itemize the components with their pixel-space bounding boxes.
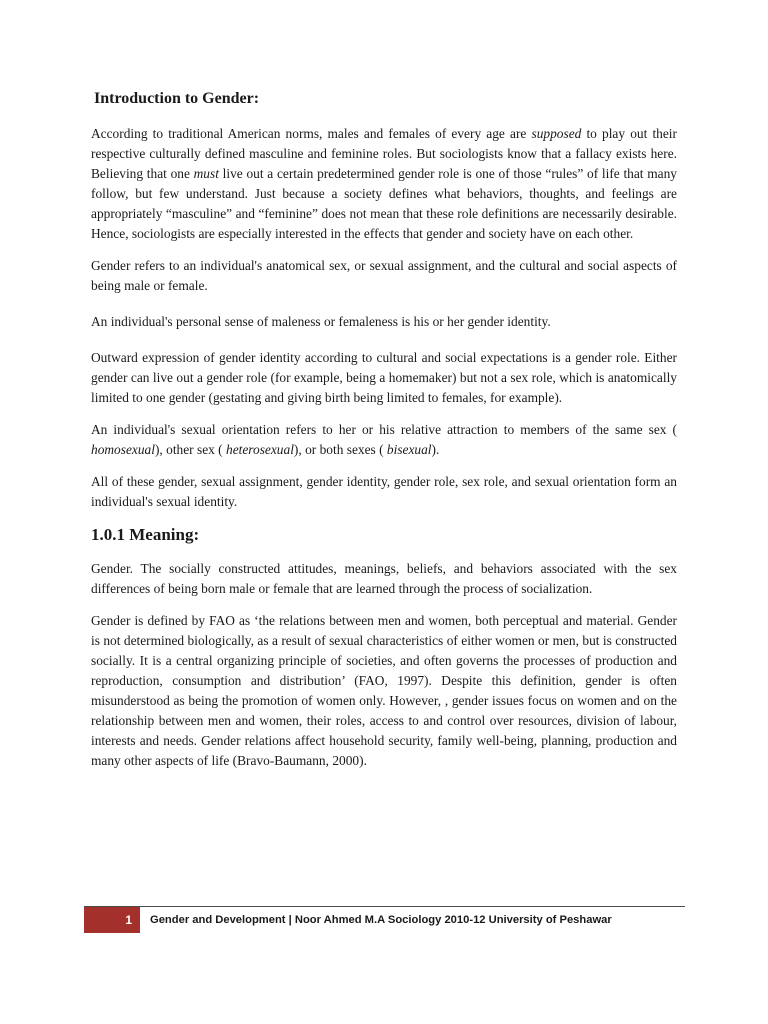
- paragraph-sexual-identity: All of these gender, sexual assignment, gender identity, gender role, sex role, and sexual orientation form an individual's sexual identity.: [91, 474, 677, 509]
- paragraph-gender-role: Outward expression of gender identity according to cultural and social expectations is a gender role. Either gender can live out a gender role (for example, being a homemaker) but not a sex role, which is anatomically limited to one gender (gestating and giving birth being limited to females, for example).: [91, 350, 677, 405]
- paragraph-sexual-orientation: An individual's sexual orientation refers to her or his relative attraction to members of the same sex ( homosexual), other sex ( heterosexual), or both sexes ( bisexual).: [91, 422, 677, 457]
- paragraph-intro: According to traditional American norms, males and females of every age are supposed to play out their respective culturally defined masculine and feminine roles. But sociologists know that a fallacy exists here. Believing that one must live out a certain predetermined gender role is one of those “rules” of life that many follow, but few understand. Just because a society defines what behaviors, thoughts, and feelings are appropriately “masculine” and “feminine” does not mean that these role definitions are necessarily desirable. Hence, sociologists are especially interested in the effects that gender and society have on each other.: [91, 126, 677, 241]
- paragraph-gender-definition: Gender refers to an individual's anatomical sex, or sexual assignment, and the cultural and social aspects of being male or female.: [91, 258, 677, 293]
- footer-text: Gender and Development | Noor Ahmed M.A Sociology 2010-12 University of Peshawar: [150, 914, 612, 926]
- paragraph-fao-definition: Gender is defined by FAO as ‘the relations between men and women, both perceptual and material. Gender is not determined biologically, as a result of sexual characteristics of either women or men, but is constructed socially. It is a central organizing principle of societies, and often governs the processes of production and reproduction, consumption and distribution’ (FAO, 1997). Despite this definition, gender is often misunderstood as being the promotion of women only. However, , gender issues focus on women and on the relationship between men and women, their roles, access to and control over resources, division of labour, interests and needs. Gender relations affect household security, family well-being, planning, production and many other aspects of life (Bravo-Baumann, 2000).: [91, 613, 677, 768]
- page-footer: [84, 906, 685, 933]
- page-content: [91, 88, 677, 783]
- subsection-heading: 1.0.1 Meaning:: [91, 525, 200, 544]
- section-heading: Introduction to Gender:: [94, 90, 260, 107]
- page-number: 1: [84, 907, 140, 933]
- paragraph-gender-identity: An individual's personal sense of maleness or femaleness is his or her gender identity.: [91, 314, 551, 329]
- paragraph-meaning: Gender. The socially constructed attitudes, meanings, beliefs, and behaviors associated with the sex differences of being born male or female that are learned through the process of socialization.: [91, 561, 677, 596]
